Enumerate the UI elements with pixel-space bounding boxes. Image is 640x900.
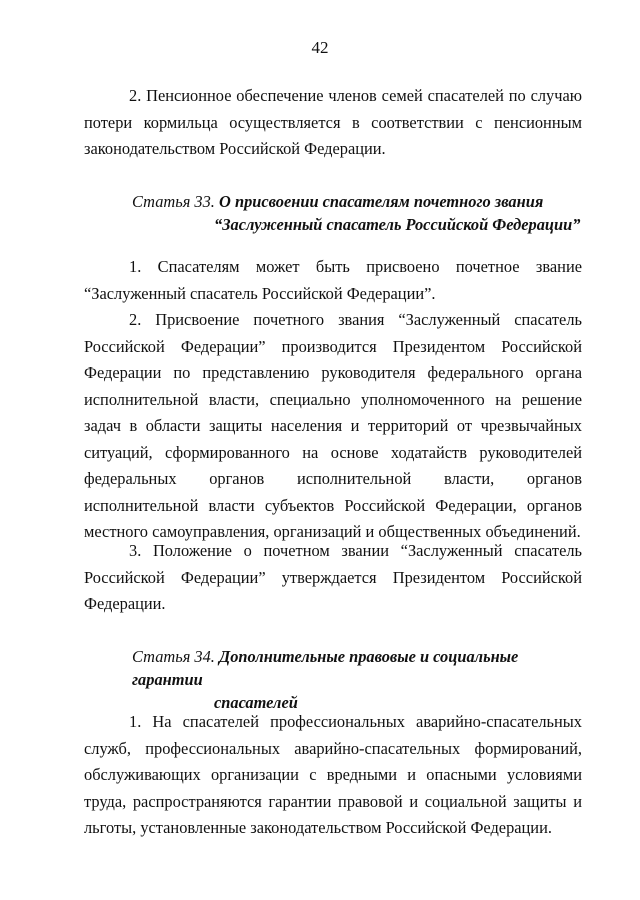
- paragraph-pension: 2. Пенсионное обеспечение членов семей спасателей по случаю потери кормильца осуществляется в соответствии с пенсионным законодательством Российской Федерации.: [84, 86, 582, 158]
- article-33-title-line1: О присвоении спасателям почетного звания: [219, 192, 544, 211]
- article-34-title-line1: Дополнительные правовые и социальные гарантии: [132, 647, 519, 689]
- article-34-number: Статья 34.: [132, 647, 215, 666]
- article-33-title-line2: “Заслуженный спасатель Российской Федерации”: [214, 215, 581, 234]
- article-34-paragraph-1: 1. На спасателей профессиональных аварийно-спасательных служб, профессиональных аварийно-спасательных формирований, обслуживающих организации с вредными и опасными условиями труда, распространяются гарантии правовой и социальной защиты и льготы, установленные законодательством Российской Федерации.: [84, 712, 582, 837]
- page-number: 42: [311, 38, 329, 57]
- article-33-paragraph-3: 3. Положение о почетном звании “Заслуженный спасатель Российской Федерации” утверждается Президентом Российской Федерации.: [84, 541, 582, 613]
- article-34-title-line2: спасателей: [214, 693, 298, 712]
- article-34-heading: [84, 645, 582, 714]
- article-33-number: Статья 33.: [132, 192, 215, 211]
- article-33-paragraph-1: 1. Спасателям может быть присвоено почетное звание “Заслуженный спасатель Российской Федерации”.: [84, 257, 582, 303]
- article-33-paragraph-2: 2. Присвоение почетного звания “Заслуженный спасатель Российской Федерации” производится Президентом Российской Федерации по представлению руководителя федерального органа исполнительной власти, специально уполномоченного на решение задач в области защиты населения и территорий от чрезвычайных ситуаций, сформированного на основе ходатайств руководителей федеральных органов исполнительной власти, органов исполнительной власти субъектов Российской Федерации, органов местного самоуправления, организаций и общественных объединений.: [84, 310, 582, 541]
- article-33-heading: [84, 190, 582, 236]
